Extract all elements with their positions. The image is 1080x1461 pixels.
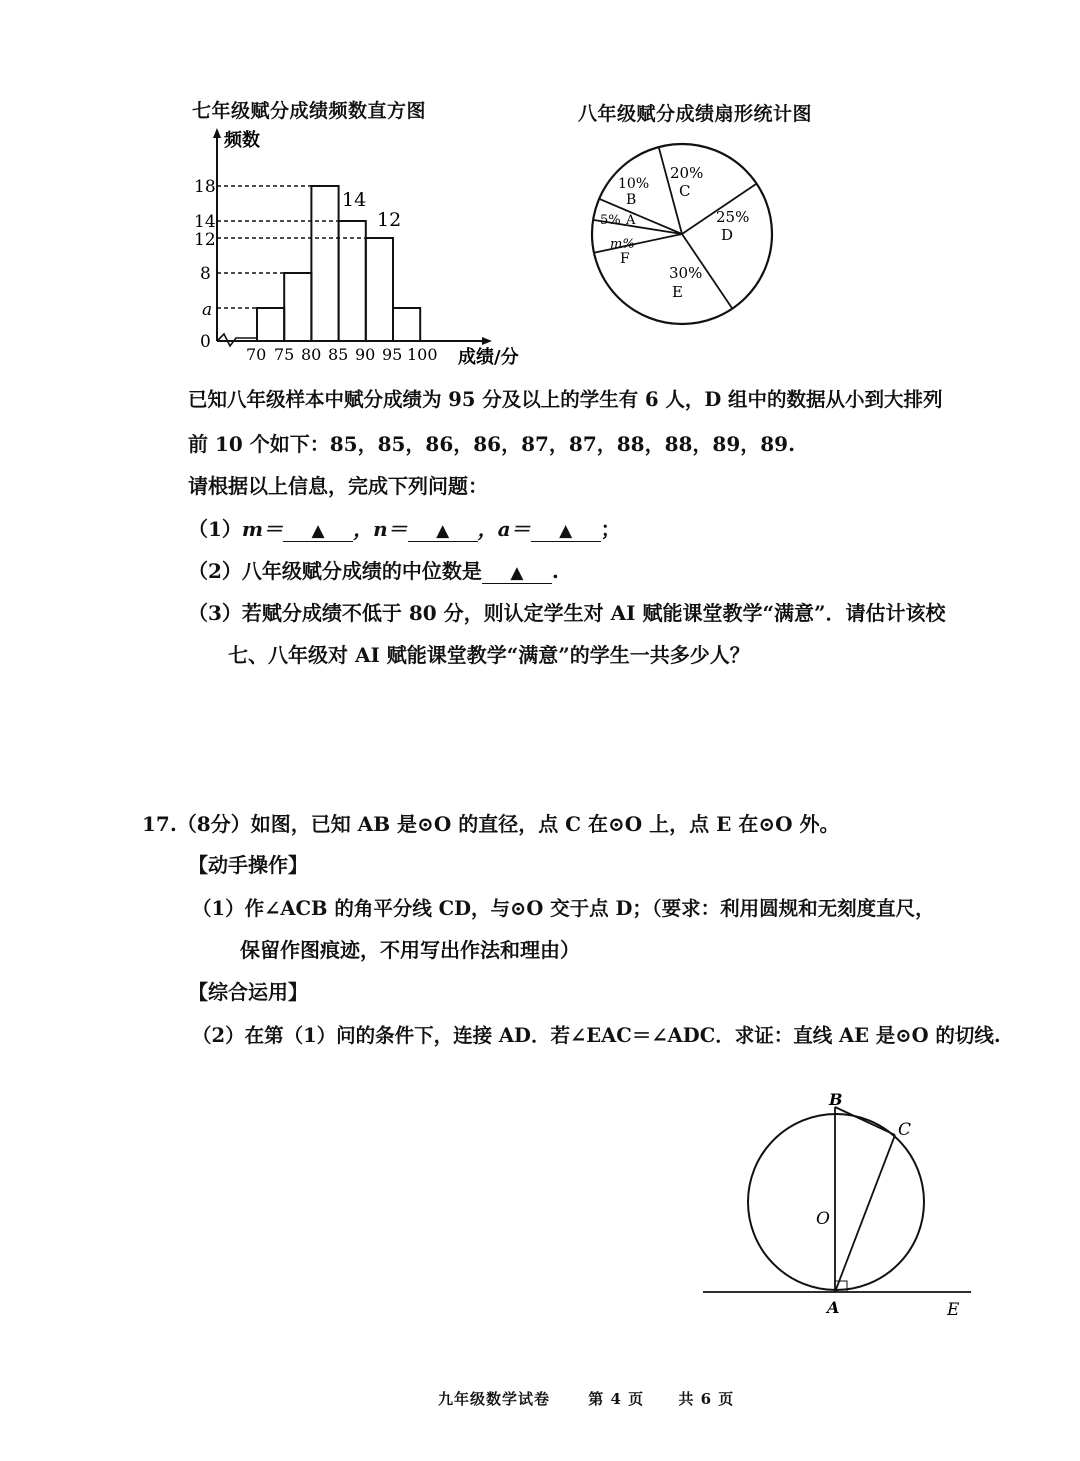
slice-label-e: E — [672, 283, 683, 301]
footer-exam-name: 九年级数学试卷 — [438, 1390, 551, 1408]
q16-part3-line1: （3）若赋分成绩不低于 80 分，则认定学生对 AI 赋能课堂教学“满意”．请估计该校 — [188, 601, 946, 625]
q16-n-label: ，n＝ — [353, 517, 408, 541]
x-tick-95: 95 — [382, 345, 403, 364]
q17-part1-line2: 保留作图痕迹，不用写出作法和理由） — [240, 938, 580, 962]
slice-label-b-pct: 10% — [618, 176, 650, 192]
q16-part2-end: . — [551, 559, 559, 583]
q17-part2: （2）在第（1）问的条件下，连接 AD．若∠EAC＝∠ADC．求证：直线 AE 是⊙O 的切线. — [192, 1024, 1001, 1047]
y-tick-12: 12 — [194, 230, 216, 250]
q16-part2 — [188, 555, 559, 584]
point-a-label: A — [827, 1298, 840, 1317]
pie-divider-3 — [594, 234, 682, 253]
histogram-bar-75-80 — [284, 273, 311, 341]
chord-ac — [835, 1135, 895, 1292]
circle-figure — [695, 1085, 985, 1325]
x-axis-label: 成绩/分 — [458, 347, 519, 368]
x-tick-80: 80 — [301, 345, 322, 364]
slice-label-b: B — [626, 192, 637, 208]
n-answer-blank[interactable]: ▲ — [408, 521, 478, 542]
q16-prompt: 请根据以上信息，完成下列问题： — [188, 474, 488, 498]
y-axis-label: 频数 — [224, 130, 260, 151]
slice-label-d: D — [721, 226, 734, 244]
slice-label-c: C — [679, 182, 691, 200]
slice-label-f: F — [620, 251, 630, 267]
x-tick-85: 85 — [328, 345, 349, 364]
pie-title: 八年级赋分成绩扇形统计图 — [578, 103, 813, 125]
histogram-bar-85-90 — [339, 221, 366, 341]
histogram-bar-80-85 — [311, 186, 338, 341]
slice-label-f-pct: m% — [610, 237, 635, 252]
median-answer-blank[interactable]: ▲ — [482, 563, 552, 584]
slice-label-e-pct: 30% — [669, 264, 703, 282]
histogram-title: 七年级赋分成绩频数直方图 — [192, 100, 427, 122]
point-o-label: O — [816, 1209, 830, 1229]
histogram-bar-95-100 — [393, 308, 420, 341]
q17-section-hands-on: 【动手操作】 — [188, 853, 308, 877]
y-tick-14: 14 — [194, 212, 216, 232]
bar-label-14: 14 — [342, 189, 367, 211]
q16-part2-text: （2）八年级赋分成绩的中位数是 — [188, 559, 482, 583]
y-tick-a: a — [202, 300, 213, 320]
q17-part1-line1: （1）作∠ACB 的角平分线 CD，与⊙O 交于点 D；（要求：利用圆规和无刻度直尺， — [192, 897, 935, 920]
histogram-bar-70-75 — [257, 308, 284, 341]
x-tick-90: 90 — [355, 345, 376, 364]
histogram-chart — [180, 120, 540, 370]
a-answer-blank[interactable]: ▲ — [531, 521, 601, 542]
q16-part1-end: ； — [600, 517, 621, 541]
q16-m-label: m＝ — [241, 517, 284, 541]
y-tick-8: 8 — [200, 264, 211, 284]
circle-o — [748, 1114, 924, 1290]
q16-info-line2: 前 10 个如下：85，85，86，86，87，87，88，88，89，89. — [188, 432, 796, 456]
y-tick-18: 18 — [194, 177, 216, 197]
y-tick-0: 0 — [200, 332, 211, 352]
q17-stem: 17.（8分）如图，已知 AB 是⊙O 的直径，点 C 在⊙O 上，点 E 在⊙O 外。 — [142, 812, 840, 836]
m-answer-blank[interactable]: ▲ — [283, 521, 353, 542]
q16-part1-label: （1） — [188, 517, 242, 541]
slice-label-a-pct: 5% — [600, 213, 621, 228]
slice-label-a: A — [626, 213, 636, 228]
chord-bc — [835, 1107, 895, 1135]
q16-part1 — [188, 513, 621, 542]
x-tick-75: 75 — [274, 345, 295, 364]
slice-label-c-pct: 20% — [670, 164, 704, 182]
pie-chart — [580, 130, 790, 340]
q17-section-application: 【综合运用】 — [188, 980, 308, 1004]
point-c-label: C — [898, 1120, 912, 1140]
x-tick-100: 100 — [407, 345, 438, 364]
point-e-label: E — [947, 1300, 960, 1320]
page-footer — [438, 1388, 734, 1409]
histogram-bar-90-95 — [366, 238, 393, 341]
x-tick-70: 70 — [246, 345, 267, 364]
footer-total-pages: 共 6 页 — [678, 1390, 735, 1408]
x-axis-arrow — [482, 337, 492, 345]
slice-label-d-pct: 25% — [716, 208, 750, 226]
q16-info-line1: 已知八年级样本中赋分成绩为 95 分及以上的学生有 6 人，D 组中的数据从小到大排列 — [188, 388, 943, 411]
footer-page-number: 第 4 页 — [588, 1390, 645, 1408]
y-axis-arrow — [213, 128, 221, 138]
point-b-label: B — [829, 1090, 843, 1109]
q16-a-label: ，a＝ — [477, 517, 531, 541]
q16-part3-line2: 七、八年级对 AI 赋能课堂教学“满意”的学生一共多少人？ — [228, 643, 750, 667]
bar-label-12: 12 — [377, 209, 402, 231]
